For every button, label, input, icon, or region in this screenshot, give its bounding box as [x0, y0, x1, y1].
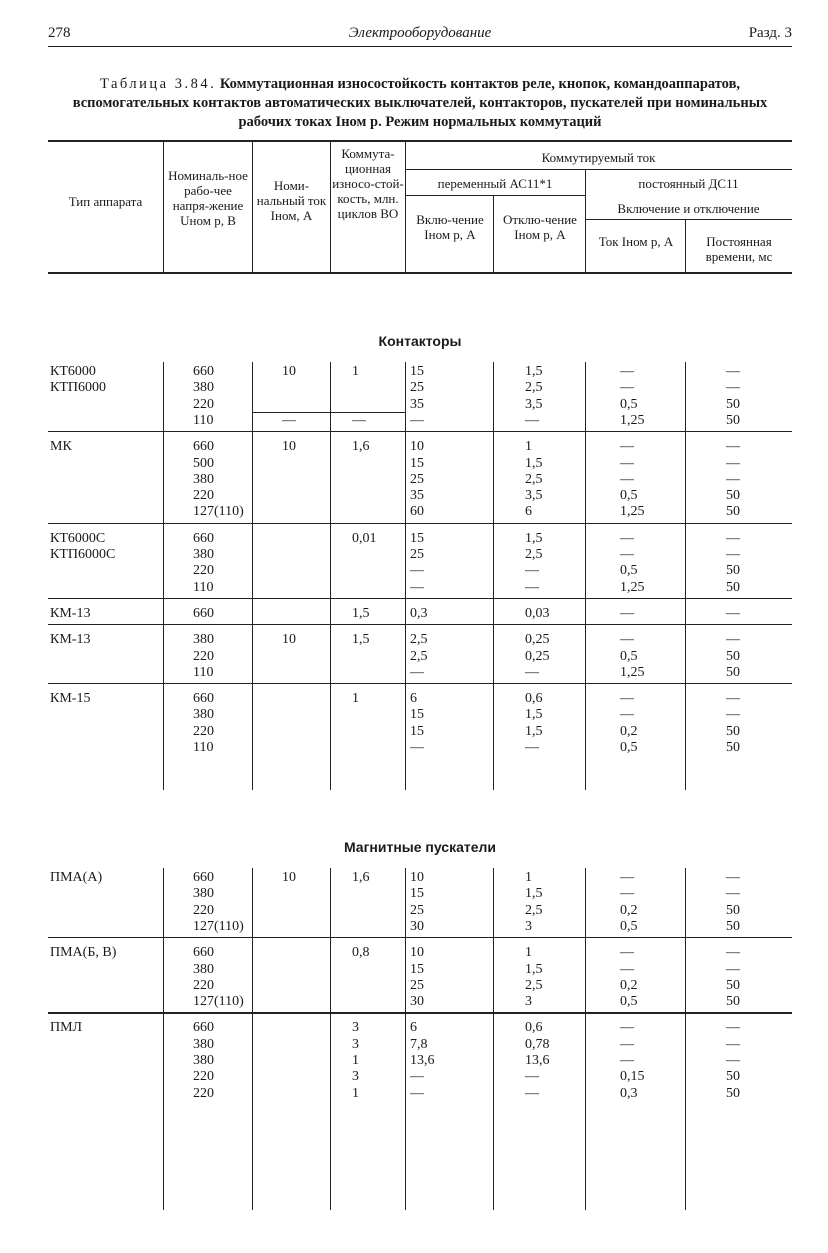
dc-tau-cell: — — [726, 380, 740, 396]
dc-tau-cell: 50 — [726, 740, 740, 755]
ac-off-cell: 3 — [525, 918, 532, 934]
rated-current: 10 — [282, 439, 296, 455]
dc-current-cell: — — [620, 380, 634, 396]
voltage-cell: 220 — [193, 723, 214, 739]
wear-resistance: 0,01 — [352, 530, 377, 546]
ac-on-cell: 60 — [410, 504, 424, 520]
device-type: КТП6000 — [50, 380, 106, 396]
dc-current-cell: — — [620, 707, 634, 723]
voltage-cell: 380 — [193, 707, 214, 723]
ac-off-cell: 3 — [525, 994, 532, 1010]
dc-tau-cell: 50 — [726, 563, 740, 579]
ac-off-cell: 3,5 — [525, 488, 543, 504]
voltage-cell: 380 — [193, 1053, 214, 1068]
dc-current-cell: 0,5 — [620, 994, 638, 1010]
ac-on-cell: 15 — [410, 364, 424, 379]
ac-off-cell: 2,5 — [525, 977, 543, 993]
dc-current-cell: 1,25 — [620, 579, 645, 595]
wear-resistance: 0,8 — [352, 945, 370, 961]
header-ac-on: Вклю-чение Iном р, А — [416, 212, 484, 242]
ac-off-cell: 2,5 — [525, 380, 543, 396]
ac-off-cell: — — [525, 740, 539, 755]
dc-current-cell: — — [620, 530, 634, 546]
group-rule — [48, 523, 792, 524]
ac-off-cell: 6 — [525, 504, 532, 520]
col-rule — [252, 868, 253, 1210]
ac-on-cell: 2,5 — [410, 632, 428, 648]
dc-tau-cell: — — [726, 530, 740, 546]
header-col-rule — [252, 140, 253, 272]
ac-on-cell: — — [410, 579, 424, 595]
voltage-cell: 660 — [193, 364, 214, 379]
ac-on-cell: — — [410, 664, 424, 680]
col-rule — [405, 868, 406, 1210]
group-rule — [48, 1012, 792, 1013]
running-title: Электрооборудование — [348, 25, 492, 41]
wear-resistance: 1 — [352, 1085, 359, 1101]
dc-tau-cell: 50 — [726, 723, 740, 739]
voltage-cell: 660 — [193, 439, 214, 455]
device-type: КТП6000С — [50, 547, 116, 562]
dc-current-cell: 0,2 — [620, 902, 638, 918]
ac-off-cell: 1,5 — [525, 707, 543, 723]
wear-resistance: 1,5 — [352, 605, 370, 621]
ac-on-cell: 10 — [410, 870, 424, 885]
header-sub-rule — [405, 169, 792, 170]
wear-resistance: 1,5 — [352, 632, 370, 648]
dc-tau-cell: — — [726, 439, 740, 455]
ac-on-cell: — — [410, 1069, 424, 1085]
rated-current: 10 — [282, 632, 296, 648]
dc-tau-cell: — — [726, 707, 740, 723]
ac-on-cell: 6 — [410, 691, 417, 707]
voltage-cell: 220 — [193, 648, 214, 664]
ac-off-cell: 0,6 — [525, 1020, 543, 1036]
wear-resistance: 3 — [352, 1036, 359, 1052]
ac-off-cell: 13,6 — [525, 1053, 550, 1068]
dc-tau-cell: — — [726, 1053, 740, 1068]
ac-off-cell: 0,25 — [525, 632, 550, 648]
dc-current-cell: — — [620, 547, 634, 562]
ac-on-cell: 25 — [410, 902, 424, 918]
col-rule — [330, 868, 331, 1210]
dc-current-cell: 0,5 — [620, 740, 638, 755]
ac-on-cell: 2,5 — [410, 648, 428, 664]
dc-current-cell: 0,15 — [620, 1069, 645, 1085]
ac-off-cell: 1,5 — [525, 455, 543, 471]
dc-tau-cell: — — [726, 961, 740, 977]
voltage-cell: 660 — [193, 530, 214, 546]
dc-current-cell: — — [620, 945, 634, 961]
wear-resistance: 1 — [352, 691, 359, 707]
voltage-cell: 500 — [193, 455, 214, 471]
wear-resistance: 1,6 — [352, 439, 370, 455]
col-rule — [585, 868, 586, 1210]
voltage-cell: 110 — [193, 740, 214, 755]
header-ac: переменный АС11*1 — [437, 176, 553, 191]
col-rule — [252, 362, 253, 790]
voltage-cell: 110 — [193, 579, 214, 595]
dc-tau-cell: — — [726, 547, 740, 562]
ac-on-cell: 25 — [410, 977, 424, 993]
device-type: КТ6000С — [50, 530, 106, 546]
dc-current-cell: — — [620, 1020, 634, 1036]
wear-resistance: 3 — [352, 1069, 359, 1085]
dc-tau-cell: 50 — [726, 1085, 740, 1101]
dc-tau-cell: — — [726, 471, 740, 487]
voltage-cell: 660 — [193, 870, 214, 885]
dc-current-cell: — — [620, 1036, 634, 1052]
ac-off-cell: 2,5 — [525, 471, 543, 487]
dc-tau-cell: 50 — [726, 994, 740, 1010]
dc-current-cell: — — [620, 632, 634, 648]
ac-on-cell: 13,6 — [410, 1053, 435, 1068]
voltage-cell: 220 — [193, 488, 214, 504]
dc-current-cell: 0,2 — [620, 723, 638, 739]
dc-current-cell: — — [620, 691, 634, 707]
dc-current-cell: — — [620, 455, 634, 471]
col-rule — [585, 362, 586, 790]
group-rule — [48, 598, 792, 599]
group-rule — [48, 937, 792, 938]
page-number: 278 — [48, 25, 71, 41]
wear-resistance: 1 — [352, 364, 359, 379]
header-switched: Коммутируемый ток — [541, 150, 656, 165]
dc-tau-cell: — — [726, 870, 740, 885]
ac-on-cell: — — [410, 412, 424, 428]
ac-off-cell: — — [525, 1085, 539, 1101]
ac-off-cell: 1 — [525, 870, 532, 885]
dc-current-cell: 0,2 — [620, 977, 638, 993]
table-caption — [48, 75, 792, 132]
dc-tau-cell: — — [726, 1036, 740, 1052]
ac-on-cell: 10 — [410, 945, 424, 961]
voltage-cell: 110 — [193, 664, 214, 680]
ac-off-cell: — — [525, 1069, 539, 1085]
device-type: ПМА(А) — [50, 870, 103, 885]
ac-off-cell: 2,5 — [525, 547, 543, 562]
ac-on-cell: 15 — [410, 530, 424, 546]
dc-tau-cell: 50 — [726, 918, 740, 934]
section-title: Контакторы — [378, 333, 462, 349]
dc-current-cell: — — [620, 870, 634, 885]
dc-tau-cell: — — [726, 945, 740, 961]
ac-on-cell: 25 — [410, 547, 424, 562]
ac-off-cell: 0,25 — [525, 648, 550, 664]
dc-tau-cell: — — [726, 364, 740, 379]
ac-off-cell: 3,5 — [525, 396, 543, 412]
ac-on-cell: 15 — [410, 723, 424, 739]
device-type: КМ-13 — [50, 605, 91, 621]
header-current: Номи-нальный ток Iном, А — [256, 178, 327, 223]
header-dc-tau: Постоянная времени, мс — [705, 234, 773, 264]
dc-current-cell: 1,25 — [620, 412, 645, 428]
header-col-rule — [330, 140, 331, 272]
group-rule — [48, 624, 792, 625]
device-type: КМ-13 — [50, 632, 91, 648]
ac-off-cell: 1 — [525, 439, 532, 455]
dc-current-cell: 0,3 — [620, 1085, 638, 1101]
voltage-cell: 127(110) — [193, 918, 244, 934]
ac-on-cell: 15 — [410, 961, 424, 977]
ac-off-cell: — — [525, 412, 539, 428]
ac-on-cell: 15 — [410, 707, 424, 723]
dc-current-cell: — — [620, 605, 634, 621]
rated-current: 10 — [282, 870, 296, 885]
voltage-cell: 220 — [193, 902, 214, 918]
voltage-cell: 660 — [193, 945, 214, 961]
page-header — [48, 22, 792, 47]
voltage-cell: 380 — [193, 632, 214, 648]
header-sub-rule — [405, 195, 585, 196]
ac-on-cell: — — [410, 740, 424, 755]
voltage-cell: 380 — [193, 547, 214, 562]
wear-resistance: 1,6 — [352, 870, 370, 885]
ac-on-cell: 6 — [410, 1020, 417, 1036]
ac-off-cell: 1,5 — [525, 961, 543, 977]
caption-text: Коммутационная износостойкость контактов реле, кнопок, командоаппаратов, вспомогательных контактов автоматических выключателей, контакторов, пускателей при номинальных рабочих токах Iном р. Режим нормальных коммутаций — [72, 76, 768, 130]
voltage-cell: 220 — [193, 1085, 214, 1101]
voltage-cell: 220 — [193, 977, 214, 993]
dc-tau-cell: 50 — [726, 488, 740, 504]
device-type: ПМА(Б, В) — [50, 945, 117, 961]
voltage-cell: 380 — [193, 1036, 214, 1052]
ac-on-cell: 10 — [410, 439, 424, 455]
dc-current-cell: 0,5 — [620, 648, 638, 664]
ac-on-cell: 25 — [410, 471, 424, 487]
dc-current-cell: 0,5 — [620, 918, 638, 934]
header-ac-off: Отклю-чение Iном р, А — [503, 212, 577, 242]
col-rule — [330, 362, 331, 790]
rated-current: 10 — [282, 364, 296, 379]
section-label: Разд. 3 — [748, 25, 792, 41]
dc-tau-cell: — — [726, 605, 740, 621]
dc-current-cell: — — [620, 1053, 634, 1068]
ac-off-cell: — — [525, 563, 539, 579]
group-rule — [48, 683, 792, 684]
col-rule — [685, 362, 686, 790]
dc-tau-cell: 50 — [726, 977, 740, 993]
col-rule — [163, 868, 164, 1210]
voltage-cell: 660 — [193, 1020, 214, 1036]
rated-current: — — [282, 412, 296, 428]
dc-current-cell: — — [620, 471, 634, 487]
ac-off-cell: — — [525, 579, 539, 595]
ac-on-cell: 25 — [410, 380, 424, 396]
dc-tau-cell: 50 — [726, 412, 740, 428]
dc-current-cell: 0,5 — [620, 396, 638, 412]
dc-tau-cell: — — [726, 632, 740, 648]
ac-off-cell: 1,5 — [525, 530, 543, 546]
header-wear: Коммута-ционная износо-стой-кость, млн. циклов ВО — [332, 146, 404, 221]
voltage-cell: 220 — [193, 1069, 214, 1085]
device-type: КМ-15 — [50, 691, 91, 707]
voltage-cell: 380 — [193, 886, 214, 902]
header-dc-current: Ток Iном р, А — [598, 234, 674, 249]
group-rule — [48, 431, 792, 432]
voltage-cell: 127(110) — [193, 504, 244, 520]
dc-current-cell: — — [620, 886, 634, 902]
ac-on-cell: — — [410, 563, 424, 579]
ac-on-cell: 35 — [410, 488, 424, 504]
ac-off-cell: — — [525, 664, 539, 680]
dc-current-cell: — — [620, 364, 634, 379]
ac-on-cell: 30 — [410, 994, 424, 1010]
voltage-cell: 660 — [193, 691, 214, 707]
dc-current-cell: — — [620, 961, 634, 977]
dc-tau-cell: — — [726, 455, 740, 471]
ac-on-cell: 7,8 — [410, 1036, 428, 1052]
dc-tau-cell: 50 — [726, 396, 740, 412]
dc-current-cell: — — [620, 439, 634, 455]
voltage-cell: 660 — [193, 605, 214, 621]
ac-on-cell: — — [410, 1085, 424, 1101]
voltage-cell: 380 — [193, 380, 214, 396]
device-type: КТ6000 — [50, 364, 96, 379]
ac-off-cell: 1,5 — [525, 723, 543, 739]
voltage-cell: 380 — [193, 471, 214, 487]
header-col-rule — [163, 140, 164, 272]
dc-current-cell: 0,5 — [620, 563, 638, 579]
dc-tau-cell: 50 — [726, 579, 740, 595]
dc-current-cell: 1,25 — [620, 664, 645, 680]
col-rule — [493, 362, 494, 790]
col-rule — [405, 362, 406, 790]
section-title: Магнитные пускатели — [343, 839, 497, 855]
ac-off-cell: 1,5 — [525, 886, 543, 902]
ac-off-cell: 1,5 — [525, 364, 543, 379]
dc-tau-cell: 50 — [726, 902, 740, 918]
voltage-cell: 220 — [193, 563, 214, 579]
voltage-cell: 220 — [193, 396, 214, 412]
header-type: Тип аппарата — [68, 194, 143, 209]
ac-on-cell: 0,3 — [410, 605, 428, 621]
ac-off-cell: 0,03 — [525, 605, 550, 621]
header-bottom-rule — [48, 272, 792, 274]
dc-tau-cell: 50 — [726, 648, 740, 664]
ac-on-cell: 15 — [410, 455, 424, 471]
header-top-rule — [48, 140, 792, 142]
dc-tau-cell: 50 — [726, 504, 740, 520]
dc-tau-cell: — — [726, 691, 740, 707]
row-rule — [252, 412, 405, 413]
dc-current-cell: 1,25 — [620, 504, 645, 520]
dc-tau-cell: 50 — [726, 664, 740, 680]
header-dc-onoff: Включение и отключение — [617, 201, 760, 216]
ac-on-cell: 30 — [410, 918, 424, 934]
voltage-cell: 380 — [193, 961, 214, 977]
header-col-rule — [493, 195, 494, 272]
dc-current-cell: 0,5 — [620, 488, 638, 504]
wear-resistance: — — [352, 412, 366, 428]
header-col-rule — [685, 219, 686, 272]
ac-off-cell: 1 — [525, 945, 532, 961]
ac-off-cell: 2,5 — [525, 902, 543, 918]
ac-off-cell: 0,78 — [525, 1036, 550, 1052]
dc-tau-cell: 50 — [726, 1069, 740, 1085]
caption-lead: Таблица 3.84. — [99, 76, 217, 92]
header-dc: постоянный ДС11 — [638, 176, 739, 191]
header-sub-rule — [585, 219, 792, 220]
ac-on-cell: 15 — [410, 886, 424, 902]
device-type: МК — [50, 439, 72, 455]
ac-off-cell: 0,6 — [525, 691, 543, 707]
voltage-cell: 127(110) — [193, 994, 244, 1010]
dc-tau-cell: — — [726, 1020, 740, 1036]
col-rule — [493, 868, 494, 1210]
col-rule — [685, 868, 686, 1210]
device-type: ПМЛ — [50, 1020, 83, 1036]
ac-on-cell: 35 — [410, 396, 424, 412]
col-rule — [163, 362, 164, 790]
wear-resistance: 3 — [352, 1020, 359, 1036]
dc-tau-cell: — — [726, 886, 740, 902]
header-voltage: Номиналь-ное рабо-чее напря-жение Uном р, В — [168, 168, 248, 228]
wear-resistance: 1 — [352, 1053, 359, 1068]
voltage-cell: 110 — [193, 412, 214, 428]
